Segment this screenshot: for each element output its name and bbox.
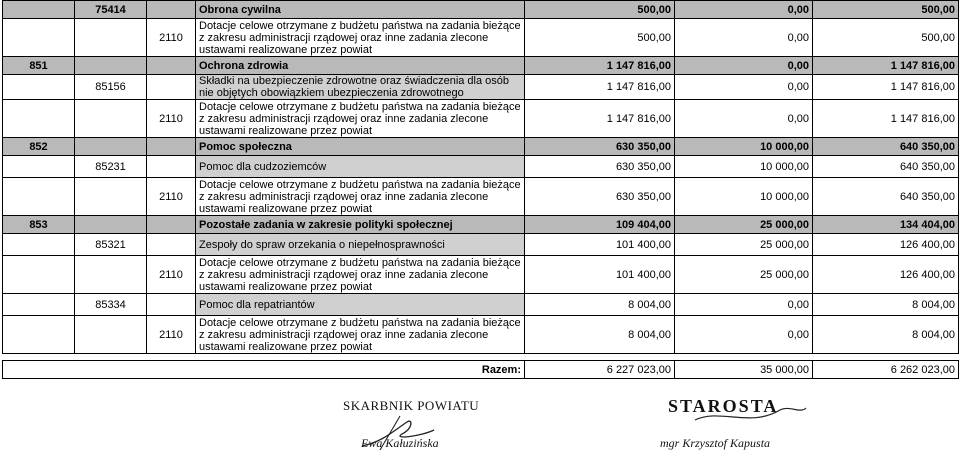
cell-value-b: 0,00	[675, 100, 813, 138]
cell-value-a: 630 350,00	[525, 178, 675, 216]
cell-dzial: 851	[3, 57, 75, 75]
cell-value-c: 126 400,00	[813, 256, 959, 294]
cell-dzial: 853	[3, 216, 75, 234]
cell-rozdzial	[75, 316, 147, 354]
cell-value-a: 109 404,00	[525, 216, 675, 234]
cell-value-b: 25 000,00	[675, 234, 813, 256]
cell-value-c: 640 350,00	[813, 156, 959, 178]
cell-rozdzial	[75, 256, 147, 294]
cell-value-b: 0,00	[675, 57, 813, 75]
cell-paragraf: 2110	[147, 100, 196, 138]
treasurer-signature-scribble	[352, 412, 442, 452]
cell-description: Dotacje celowe otrzymane z budżetu państwa na zadania bieżące z zakresu administracji rządowej oraz inne zadania zlecone ustawami realizowane przez powiat	[196, 178, 525, 216]
cell-value-a: 500,00	[525, 1, 675, 19]
cell-paragraf	[147, 234, 196, 256]
section-row	[3, 1, 959, 19]
cell-value-a: 8 004,00	[525, 316, 675, 354]
paragraph-row	[3, 256, 959, 294]
cell-rozdzial: 75414	[75, 1, 147, 19]
chapter-row	[3, 75, 959, 100]
total-table	[2, 360, 959, 379]
cell-value-a: 1 147 816,00	[525, 75, 675, 100]
cell-rozdzial	[75, 57, 147, 75]
cell-dzial: 852	[3, 138, 75, 156]
cell-dzial	[3, 75, 75, 100]
cell-description: Pomoc społeczna	[196, 138, 525, 156]
paragraph-row	[3, 316, 959, 354]
cell-dzial	[3, 316, 75, 354]
cell-paragraf: 2110	[147, 316, 196, 354]
cell-rozdzial: 85334	[75, 294, 147, 316]
cell-value-a: 630 350,00	[525, 138, 675, 156]
cell-description: Składki na ubezpieczenie zdrowotne oraz świadczenia dla osób nie objętych obowiązkiem ubezpieczenia zdrowotnego	[196, 75, 525, 100]
cell-rozdzial	[75, 178, 147, 216]
cell-description: Obrona cywilna	[196, 1, 525, 19]
cell-description: Ochrona zdrowia	[196, 57, 525, 75]
cell-value-c: 8 004,00	[813, 294, 959, 316]
cell-dzial	[3, 19, 75, 57]
budget-table	[2, 0, 959, 354]
cell-description: Pomoc dla repatriantów	[196, 294, 525, 316]
cell-value-b: 0,00	[675, 316, 813, 354]
cell-value-a: 8 004,00	[525, 294, 675, 316]
cell-rozdzial	[75, 138, 147, 156]
starost-signature-scribble	[690, 400, 810, 430]
cell-paragraf: 2110	[147, 178, 196, 216]
cell-paragraf	[147, 138, 196, 156]
cell-description: Zespoły do spraw orzekania o niepełnosprawności	[196, 234, 525, 256]
cell-value-c: 640 350,00	[813, 178, 959, 216]
cell-rozdzial	[75, 100, 147, 138]
section-row	[3, 216, 959, 234]
cell-value-b: 10 000,00	[675, 138, 813, 156]
section-row	[3, 138, 959, 156]
treasurer-title: SKARBNIK POWIATU	[343, 398, 480, 413]
cell-paragraf	[147, 156, 196, 178]
chapter-row	[3, 156, 959, 178]
cell-value-c: 1 147 816,00	[813, 100, 959, 138]
chapter-row	[3, 294, 959, 316]
cell-paragraf	[147, 75, 196, 100]
cell-paragraf: 2110	[147, 19, 196, 57]
cell-description: Dotacje celowe otrzymane z budżetu państwa na zadania bieżące z zakresu administracji rządowej oraz inne zadania zlecone ustawami realizowane przez powiat	[196, 19, 525, 57]
total-row	[3, 361, 959, 379]
total-label: Razem:	[3, 361, 525, 379]
cell-paragraf: 2110	[147, 256, 196, 294]
cell-value-b: 25 000,00	[675, 216, 813, 234]
cell-value-b: 0,00	[675, 294, 813, 316]
cell-value-b: 10 000,00	[675, 178, 813, 216]
cell-value-b: 25 000,00	[675, 256, 813, 294]
starost-name: mgr Krzysztof Kapusta	[660, 436, 771, 450]
cell-rozdzial	[75, 216, 147, 234]
cell-value-a: 1 147 816,00	[525, 100, 675, 138]
cell-paragraf	[147, 294, 196, 316]
cell-description: Dotacje celowe otrzymane z budżetu państwa na zadania bieżące z zakresu administracji rządowej oraz inne zadania zlecone ustawami realizowane przez powiat	[196, 100, 525, 138]
cell-value-b: 0,00	[675, 19, 813, 57]
treasurer-name: Ewa Kałuzińska	[361, 436, 439, 450]
cell-rozdzial: 85321	[75, 234, 147, 256]
paragraph-row	[3, 100, 959, 138]
cell-description: Pomoc dla cudzoziemców	[196, 156, 525, 178]
cell-description: Dotacje celowe otrzymane z budżetu państwa na zadania bieżące z zakresu administracji rządowej oraz inne zadania zlecone ustawami realizowane przez powiat	[196, 316, 525, 354]
section-row	[3, 57, 959, 75]
cell-value-a: 500,00	[525, 19, 675, 57]
total-value-c: 6 262 023,00	[813, 361, 959, 379]
paragraph-row	[3, 19, 959, 57]
cell-value-b: 10 000,00	[675, 156, 813, 178]
cell-value-c: 134 404,00	[813, 216, 959, 234]
chapter-row	[3, 234, 959, 256]
cell-dzial	[3, 100, 75, 138]
cell-dzial	[3, 178, 75, 216]
cell-description: Dotacje celowe otrzymane z budżetu państwa na zadania bieżące z zakresu administracji rządowej oraz inne zadania zlecone ustawami realizowane przez powiat	[196, 256, 525, 294]
cell-dzial	[3, 256, 75, 294]
cell-value-b: 0,00	[675, 75, 813, 100]
cell-value-b: 0,00	[675, 1, 813, 19]
cell-value-a: 101 400,00	[525, 256, 675, 294]
cell-rozdzial: 85156	[75, 75, 147, 100]
cell-dzial	[3, 1, 75, 19]
cell-value-c: 640 350,00	[813, 138, 959, 156]
cell-value-c: 1 147 816,00	[813, 75, 959, 100]
cell-value-c: 500,00	[813, 1, 959, 19]
cell-value-a: 630 350,00	[525, 156, 675, 178]
cell-rozdzial	[75, 19, 147, 57]
cell-dzial	[3, 234, 75, 256]
cell-rozdzial: 85231	[75, 156, 147, 178]
budget-table-body	[3, 1, 959, 354]
cell-value-a: 101 400,00	[525, 234, 675, 256]
cell-description: Pozostałe zadania w zakresie polityki społecznej	[196, 216, 525, 234]
cell-paragraf	[147, 57, 196, 75]
cell-dzial	[3, 294, 75, 316]
cell-value-c: 500,00	[813, 19, 959, 57]
total-value-b: 35 000,00	[675, 361, 813, 379]
cell-dzial	[3, 156, 75, 178]
total-value-a: 6 227 023,00	[525, 361, 675, 379]
cell-paragraf	[147, 1, 196, 19]
cell-value-a: 1 147 816,00	[525, 57, 675, 75]
paragraph-row	[3, 178, 959, 216]
cell-paragraf	[147, 216, 196, 234]
cell-value-c: 126 400,00	[813, 234, 959, 256]
cell-value-c: 8 004,00	[813, 316, 959, 354]
starost-title: STAROSTA	[668, 396, 779, 416]
cell-value-c: 1 147 816,00	[813, 57, 959, 75]
